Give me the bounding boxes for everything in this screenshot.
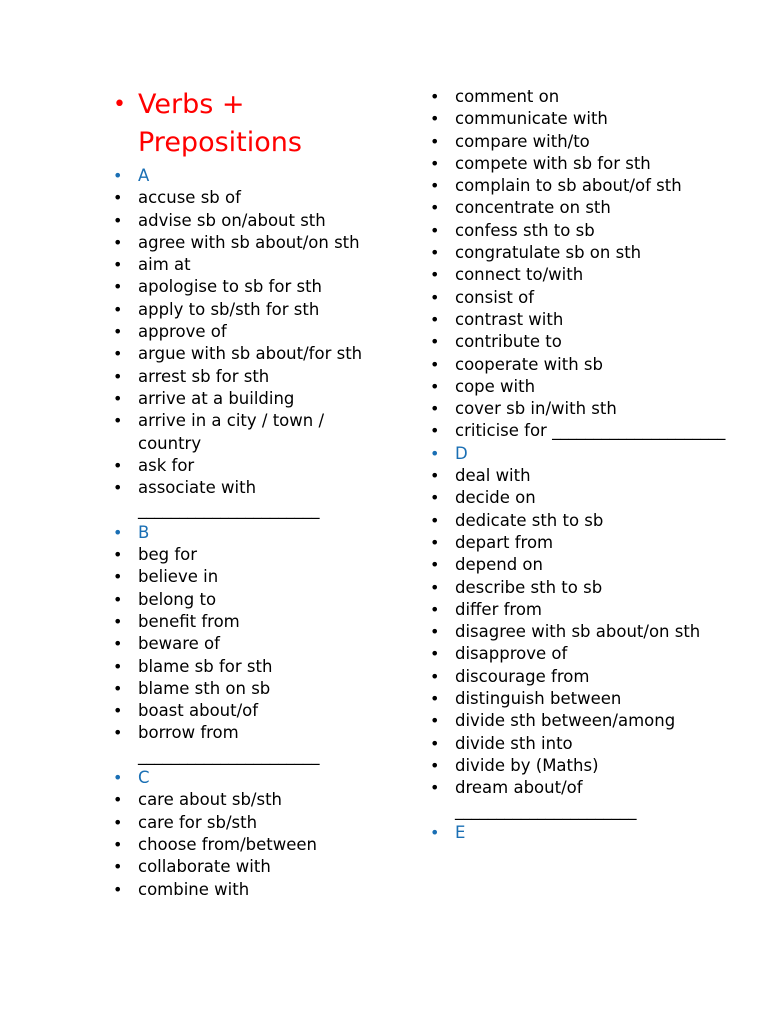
- bullet-icon: •: [113, 411, 123, 431]
- item-text: agree with sb about/on sth: [138, 232, 360, 252]
- list-item: [430, 577, 730, 599]
- bullet-icon: •: [430, 666, 440, 686]
- bullet-icon: •: [430, 421, 440, 441]
- list-item: [430, 710, 730, 732]
- item-text: arrive at a building: [138, 388, 295, 408]
- bullet-icon: •: [113, 656, 123, 676]
- bullet-icon: •: [430, 755, 440, 775]
- item-text: apologise to sb for sth: [138, 277, 322, 297]
- bullet-icon: •: [113, 188, 123, 208]
- list-item: [113, 299, 363, 321]
- list-item: [113, 656, 363, 678]
- section-letter: C: [138, 768, 150, 788]
- bullet-icon: •: [113, 232, 123, 252]
- item-text: beware of: [138, 634, 220, 654]
- bullet-icon: •: [113, 545, 123, 565]
- item-text: divide by (Maths): [455, 755, 599, 775]
- item-text: connect to/with: [455, 265, 584, 285]
- list-item: [430, 86, 730, 108]
- item-text: differ from: [455, 599, 543, 619]
- bullet-icon: •: [113, 210, 123, 230]
- section-letter: B: [138, 522, 150, 542]
- item-text: divide sth into: [455, 733, 573, 753]
- bullet-icon: •: [430, 309, 440, 329]
- bullet-icon: •: [113, 678, 123, 698]
- list-item: [430, 309, 730, 331]
- list-item: [113, 722, 363, 767]
- item-text: advise sb on/about sth: [138, 210, 326, 230]
- item-text: benefit from: [138, 611, 240, 631]
- list-item: [113, 254, 363, 276]
- list-item: [113, 834, 363, 856]
- bullet-icon: •: [113, 634, 123, 654]
- list-item: [113, 812, 363, 834]
- list-item: [430, 220, 730, 242]
- section-heading: [430, 822, 730, 844]
- bullet-icon: •: [430, 176, 440, 196]
- item-text: describe sth to sb: [455, 577, 603, 597]
- item-text: associate with ______________________: [138, 478, 320, 520]
- item-text: disapprove of: [455, 644, 568, 664]
- list-item: [113, 410, 363, 455]
- item-text: depend on: [455, 555, 543, 575]
- bullet-icon: •: [430, 131, 440, 151]
- bullet-icon: •: [430, 265, 440, 285]
- bullet-icon: •: [113, 611, 123, 631]
- bullet-icon: •: [113, 299, 123, 319]
- bullet-icon: •: [430, 577, 440, 597]
- bullet-icon: •: [430, 399, 440, 419]
- bullet-icon: •: [113, 344, 123, 364]
- item-text: compare with/to: [455, 131, 590, 151]
- bullet-icon: •: [113, 522, 123, 542]
- bullet-icon: •: [113, 567, 123, 587]
- list-item: [113, 611, 363, 633]
- bullet-icon: •: [430, 243, 440, 263]
- item-text: argue with sb about/for sth: [138, 344, 363, 364]
- bullet-icon: •: [113, 857, 123, 877]
- bullet-icon: •: [430, 555, 440, 575]
- item-text: cope with: [455, 376, 536, 396]
- bullet-icon: •: [430, 711, 440, 731]
- bullet-icon: •: [430, 466, 440, 486]
- list-item: [430, 621, 730, 643]
- bullet-icon: •: [430, 778, 440, 798]
- item-text: decide on: [455, 488, 536, 508]
- list-item: [430, 331, 730, 353]
- item-text: accuse sb of: [138, 188, 241, 208]
- item-text: disagree with sb about/on sth: [455, 622, 701, 642]
- bullet-icon: •: [430, 822, 440, 842]
- item-text: care about sb/sth: [138, 790, 283, 810]
- section-letter: D: [455, 443, 468, 463]
- list-item: [430, 420, 730, 442]
- item-text: arrive in a city / town / country: [138, 411, 325, 453]
- list-item: [430, 666, 730, 688]
- bullet-icon: •: [113, 812, 123, 832]
- item-text: boast about/of: [138, 701, 259, 721]
- list-item: [430, 376, 730, 398]
- bullet-icon: •: [113, 478, 123, 498]
- bullet-icon: •: [430, 287, 440, 307]
- list-item: [430, 242, 730, 264]
- list-item: [430, 599, 730, 621]
- item-text: depart from: [455, 532, 554, 552]
- item-text: believe in: [138, 567, 219, 587]
- list-item: [113, 343, 363, 365]
- section-heading: [113, 522, 363, 544]
- item-text: care for sb/sth: [138, 812, 258, 832]
- bullet-icon: •: [430, 599, 440, 619]
- section-heading: [113, 165, 363, 187]
- list-item: [430, 465, 730, 487]
- item-text: discourage from: [455, 666, 590, 686]
- item-text: compete with sb for sth: [455, 153, 651, 173]
- bullet-icon: •: [113, 166, 123, 185]
- item-text: arrest sb for sth: [138, 366, 270, 386]
- list-item: [113, 455, 363, 477]
- left-list: [113, 165, 363, 901]
- bullet-icon: •: [430, 689, 440, 709]
- bullet-icon: •: [113, 589, 123, 609]
- item-text: criticise for _____________________: [455, 421, 726, 441]
- section-letter: E: [455, 822, 466, 842]
- list-item: [113, 366, 363, 388]
- list-item: [430, 108, 730, 130]
- item-text: collaborate with: [138, 857, 271, 877]
- bullet-icon: •: [113, 388, 123, 408]
- bullet-icon: •: [113, 455, 123, 475]
- bullet-icon: •: [113, 834, 123, 854]
- list-item: [430, 264, 730, 286]
- item-text: belong to: [138, 589, 217, 609]
- list-item: [113, 589, 363, 611]
- bullet-icon: •: [430, 87, 440, 106]
- list-item: [113, 856, 363, 878]
- bullet-icon: •: [113, 322, 123, 342]
- list-item: [113, 276, 363, 298]
- list-item: [430, 487, 730, 509]
- item-text: contrast with: [455, 309, 564, 329]
- list-item: [430, 733, 730, 755]
- bullet-icon: •: [430, 109, 440, 129]
- item-text: distinguish between: [455, 689, 622, 709]
- item-text: divide sth between/among: [455, 711, 676, 731]
- list-item: [113, 232, 363, 254]
- bullet-icon: •: [430, 644, 440, 664]
- item-text: borrow from ______________________: [138, 723, 320, 765]
- item-text: consist of: [455, 287, 535, 307]
- item-text: congratulate sb on sth: [455, 243, 642, 263]
- bullet-icon: •: [430, 153, 440, 173]
- bullet-icon: •: [113, 768, 123, 788]
- list-item: [113, 544, 363, 566]
- list-item: [113, 700, 363, 722]
- item-text: cover sb in/with sth: [455, 399, 617, 419]
- list-item: [113, 388, 363, 410]
- item-text: communicate with: [455, 109, 608, 129]
- list-item: [113, 633, 363, 655]
- bullet-icon: •: [430, 220, 440, 240]
- right-list: [430, 86, 730, 844]
- list-item: [430, 131, 730, 153]
- bullet-icon: •: [430, 332, 440, 352]
- list-item: [113, 210, 363, 232]
- section-letter: A: [138, 166, 150, 185]
- list-item: [430, 643, 730, 665]
- list-item: [430, 510, 730, 532]
- item-text: dedicate sth to sb: [455, 510, 604, 530]
- list-item: [113, 187, 363, 209]
- bullet-icon: •: [113, 723, 123, 743]
- list-item: [430, 153, 730, 175]
- page-title: [113, 86, 363, 161]
- bullet-icon: •: [430, 733, 440, 753]
- item-text: contribute to: [455, 332, 562, 352]
- list-item: [430, 532, 730, 554]
- item-text: approve of: [138, 322, 227, 342]
- item-text: comment on: [455, 87, 560, 106]
- list-item: [113, 678, 363, 700]
- bullet-icon: •: [430, 510, 440, 530]
- item-text: apply to sb/sth for sth: [138, 299, 320, 319]
- item-text: choose from/between: [138, 834, 318, 854]
- list-item: [113, 879, 363, 901]
- bullet-icon: •: [430, 198, 440, 218]
- list-item: [113, 477, 363, 522]
- list-item: [430, 197, 730, 219]
- bullet-icon: •: [113, 255, 123, 275]
- list-item: [430, 354, 730, 376]
- item-text: dream about/of ______________________: [455, 778, 637, 820]
- item-text: beg for: [138, 545, 198, 565]
- bullet-icon: •: [430, 532, 440, 552]
- list-item: [430, 175, 730, 197]
- list-item: [113, 566, 363, 588]
- bullet-icon: •: [430, 443, 440, 463]
- item-text: combine with: [138, 879, 250, 899]
- bullet-icon: •: [113, 701, 123, 721]
- bullet-icon: •: [430, 376, 440, 396]
- item-text: deal with: [455, 466, 531, 486]
- item-text: cooperate with sb: [455, 354, 603, 374]
- section-heading: [113, 767, 363, 789]
- title-bullet-icon: •: [113, 92, 126, 117]
- list-item: [430, 755, 730, 777]
- bullet-icon: •: [113, 879, 123, 899]
- section-heading: [430, 443, 730, 465]
- page-title-text: Verbs + Prepositions: [138, 89, 302, 158]
- item-text: complain to sb about/of sth: [455, 176, 682, 196]
- list-item: [113, 321, 363, 343]
- left-column: [113, 86, 363, 901]
- item-text: blame sth on sb: [138, 678, 271, 698]
- right-column: [430, 86, 730, 844]
- list-item: [430, 287, 730, 309]
- list-item: [430, 398, 730, 420]
- bullet-icon: •: [113, 277, 123, 297]
- list-item: [113, 789, 363, 811]
- bullet-icon: •: [113, 790, 123, 810]
- list-item: [430, 777, 730, 822]
- item-text: confess sth to sb: [455, 220, 595, 240]
- list-item: [430, 688, 730, 710]
- item-text: blame sb for sth: [138, 656, 273, 676]
- bullet-icon: •: [430, 354, 440, 374]
- list-item: [430, 554, 730, 576]
- bullet-icon: •: [430, 488, 440, 508]
- bullet-icon: •: [113, 366, 123, 386]
- item-text: concentrate on sth: [455, 198, 611, 218]
- item-text: ask for: [138, 455, 195, 475]
- bullet-icon: •: [430, 622, 440, 642]
- item-text: aim at: [138, 255, 191, 275]
